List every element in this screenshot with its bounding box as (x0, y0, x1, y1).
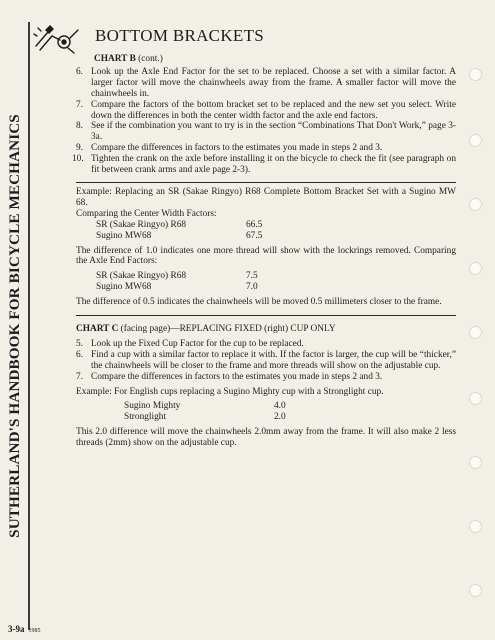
binder-hole (469, 326, 482, 339)
step-item (76, 67, 456, 100)
step-text: Find a cup with a similar factor to replace it with. If the factor is larger, the cup will be “thicker,” the chainwheels will be closer to the frame and more threads will show on the adjustable cup. (91, 349, 456, 371)
step-number: 7. (76, 371, 84, 382)
copyright-year: 1985 (28, 628, 41, 634)
book-spine-title (5, 78, 25, 573)
step-text: Compare the differences in factors to the estimates you made in steps 2 and 3. (91, 143, 383, 154)
chart-c-heading-rest: (facing page)—REPLACING FIXED (right) CUP ONLY (118, 324, 336, 335)
binder-hole (469, 392, 482, 405)
crank-tools-logo-icon (30, 20, 82, 56)
step-item (76, 121, 456, 143)
part-name: Sugino MW68 (96, 230, 152, 241)
factor-value: 7.0 (246, 282, 258, 293)
table-row (96, 282, 258, 293)
chart-c-steps (76, 339, 456, 383)
table-row (96, 231, 262, 242)
page-number: 3-9a (8, 624, 25, 634)
step-number: 7. (76, 99, 84, 110)
step-item (76, 339, 456, 350)
part-name: SR (Sakae Ringyo) R68 (96, 271, 187, 282)
part-name: SR (Sakae Ringyo) R68 (96, 219, 187, 230)
axle-end-table (96, 271, 258, 293)
page-footer (8, 624, 41, 634)
step-text: Look up the Axle End Factor for the set to be replaced. Choose a set with a similar factor. A larger factor will move the chainwheels away from the frame. A smaller factor will move the chainwheels in. (91, 66, 456, 99)
chart-b-suffix: (cont.) (135, 54, 163, 64)
chart-b-heading (76, 54, 456, 65)
part-name: Stronglight (124, 412, 167, 423)
step-number: 5. (76, 338, 84, 349)
table-row (96, 220, 262, 231)
step-number: 10. (72, 154, 84, 165)
chart-c-closing: This 2.0 difference will move the chainwheels 2.0mm away from the frame. It will also make 2 less threads (2mm) show on the adjustable cup. (76, 427, 456, 449)
chart-b-steps (72, 66, 456, 176)
table-row (96, 271, 258, 282)
step-item (76, 100, 456, 122)
step-number: 8. (76, 121, 84, 132)
binder-hole (469, 198, 482, 211)
binder-hole (469, 262, 482, 275)
binder-hole (469, 456, 482, 469)
part-name: Sugino Mighty (124, 401, 181, 412)
part-name: Sugino MW68 (96, 282, 152, 293)
factor-value: 66.5 (246, 219, 263, 230)
example1-center-heading: Comparing the Center Width Factors: (76, 208, 217, 219)
example1-intro: Example: Replacing an SR (Sakae Ringyo) R68 Complete Bottom Bracket Set with a Sugino MW 68. (76, 186, 456, 208)
factor-value: 7.5 (246, 271, 258, 282)
step-text: Look up the Fixed Cup Factor for the cup to be replaced. (91, 338, 304, 349)
page-title: BOTTOM BRACKETS (95, 26, 265, 45)
step-number: 6. (76, 66, 84, 77)
section-divider (76, 182, 456, 183)
step-text: See if the combination you want to try is in the section “Combinations That Don't Work,” page 3-3a. (91, 121, 456, 143)
step-item (72, 154, 456, 176)
factor-value: 67.5 (246, 230, 263, 241)
chart-c-example-intro: Example: For English cups replacing a Sugino Mighty cup with a Stronglight cup. (76, 386, 384, 397)
step-text: Tighten the crank on the axle before installing it on the bicycle to check the fit (see paragraph on fit between crank arms and axle page 2-3). (91, 154, 456, 176)
page-body (72, 54, 456, 449)
step-item (76, 143, 456, 154)
chart-c-heading (76, 324, 456, 335)
step-text: Compare the differences in factors to the estimates you made in steps 2 and 3. (91, 371, 383, 382)
factor-value: 4.0 (274, 401, 286, 412)
chart-b-label: CHART B (94, 54, 136, 64)
book-title: SUTHERLAND'S HANDBOOK FOR BICYCLE MECHANICS (6, 113, 24, 538)
binder-hole (469, 520, 482, 533)
factor-value: 2.0 (274, 412, 286, 423)
cup-factor-table (124, 401, 286, 423)
table-row (124, 412, 286, 423)
step-number: 6. (76, 349, 84, 360)
step-text: Compare the factors of the bottom bracket set to be replaced and the new set you select. Write down the differences in both the center width factor and the axle end factors. (91, 99, 456, 121)
example1-axle-note: The difference of 0.5 indicates the chainwheels will be moved 0.5 millimeters closer to the frame. (76, 297, 442, 308)
step-number: 9. (76, 143, 84, 154)
center-width-table (96, 220, 262, 242)
chart-c-label: CHART C (76, 324, 119, 335)
binder-hole (469, 584, 482, 597)
section-divider (76, 315, 456, 316)
spine-divider (28, 22, 30, 630)
table-row (124, 401, 286, 412)
binder-hole (469, 68, 482, 81)
step-item (76, 372, 456, 383)
binder-hole (469, 134, 482, 147)
example1-center-note: The difference of 1.0 indicates one more thread will show with the lockrings removed. Comparing the Axle End Factors: (76, 245, 456, 267)
step-item (76, 350, 456, 372)
